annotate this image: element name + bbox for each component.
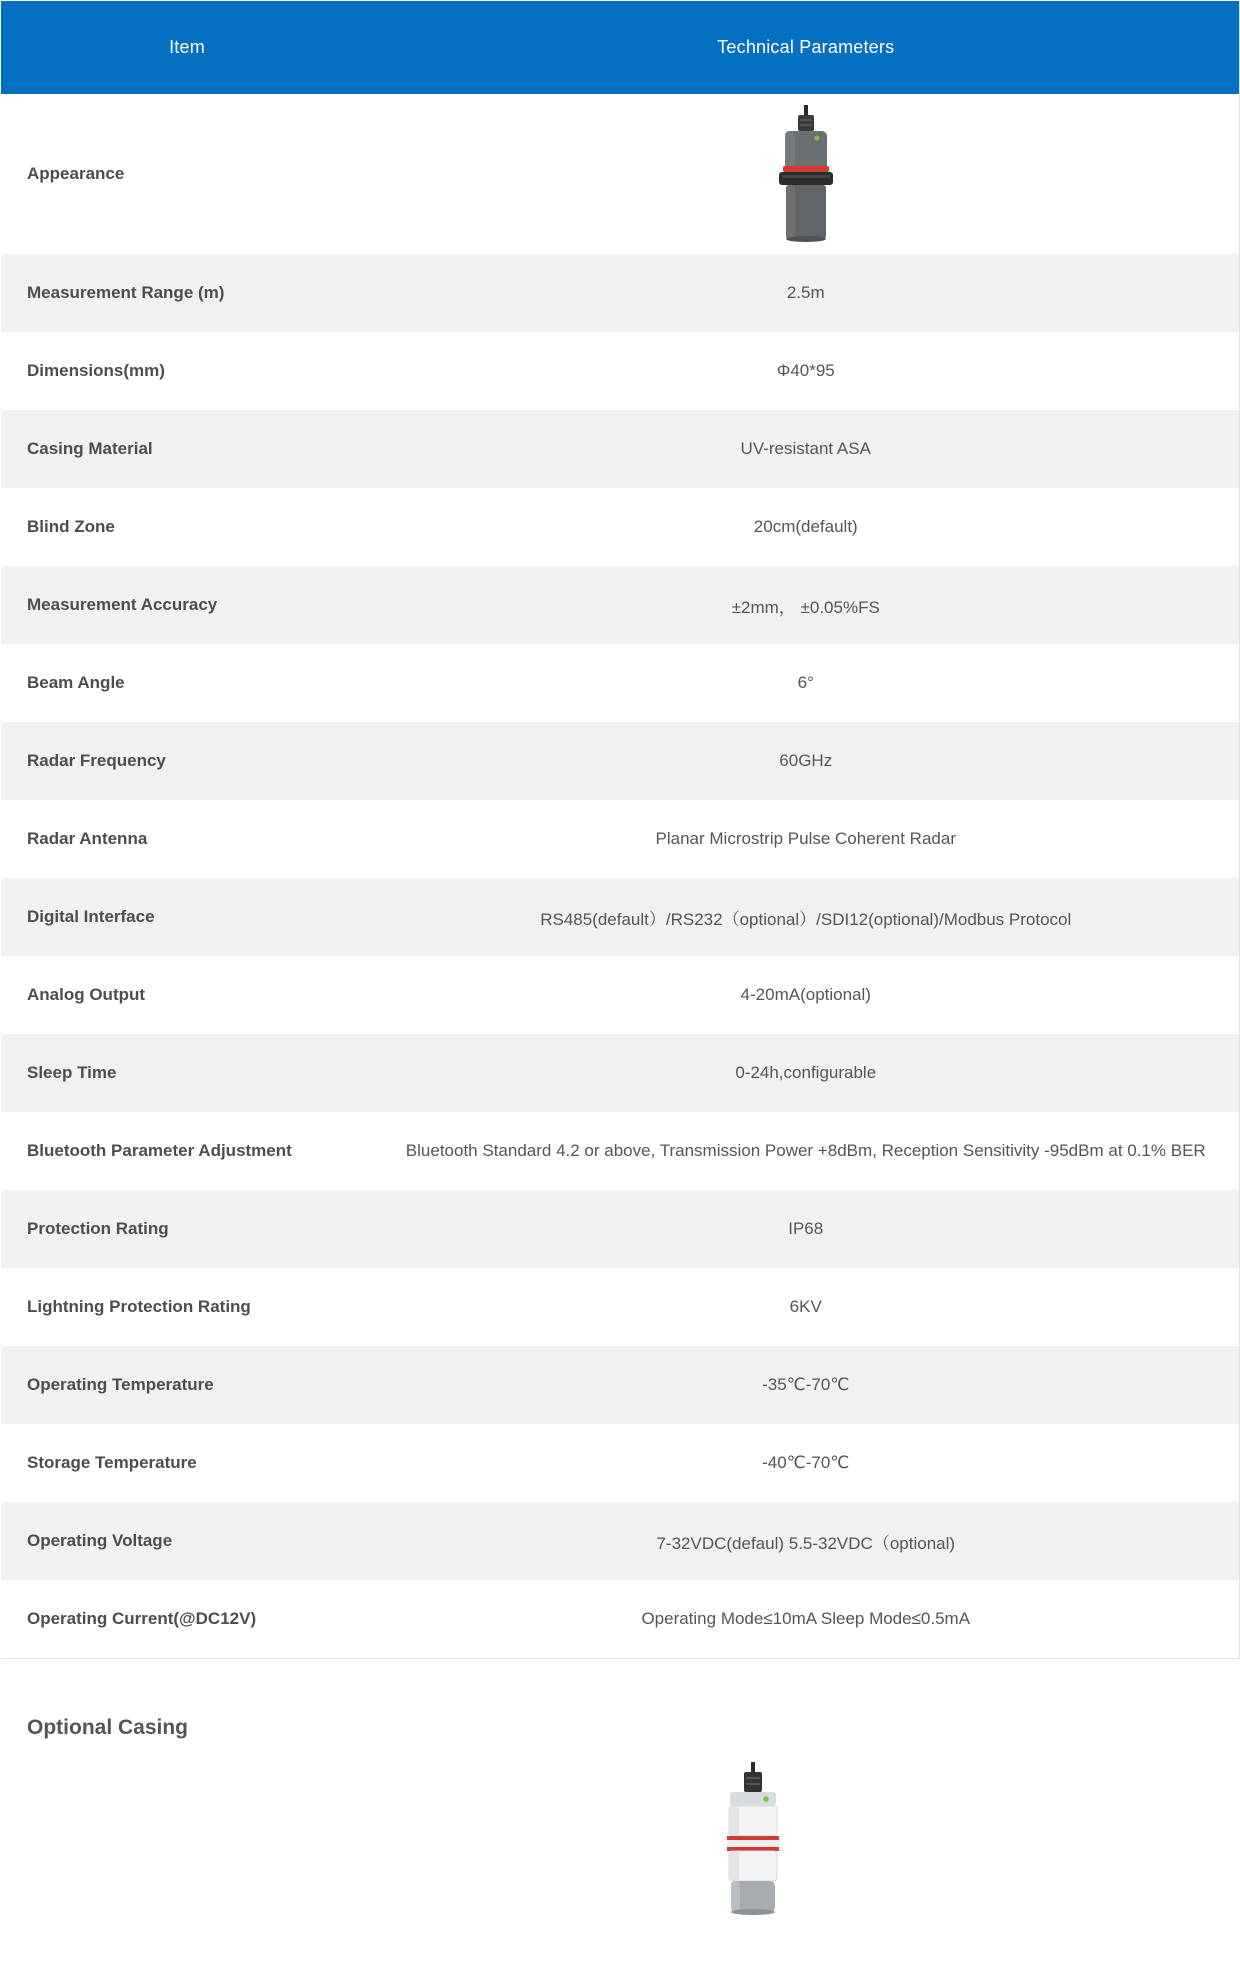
table-row (1, 1424, 1239, 1502)
item-label: Lightning Protection Rating (1, 1268, 373, 1346)
item-label: Operating Current(@DC12V) (1, 1580, 373, 1659)
radar-sensor-gray-image (776, 105, 836, 243)
parameter-value: IP68 (373, 1190, 1239, 1268)
item-label: Bluetooth Parameter Adjustment (1, 1112, 373, 1190)
appearance-cell (373, 94, 1239, 254)
table-row (1, 1034, 1239, 1112)
parameter-value: Bluetooth Standard 4.2 or above, Transmission Power +8dBm, Reception Sensitivity -95dBm at 0.1% BER (373, 1112, 1239, 1190)
item-label: Analog Output (1, 956, 373, 1034)
radar-sensor-white-image (720, 1762, 786, 1916)
table-row (1, 800, 1239, 878)
optional-casing-image-wrapper (720, 1762, 786, 1916)
parameter-value: 60GHz (373, 722, 1239, 800)
table-row (1, 878, 1239, 956)
parameter-value: 2.5m (373, 254, 1239, 332)
parameter-value: 20cm(default) (373, 488, 1239, 566)
parameter-value: -40℃-70℃ (373, 1424, 1239, 1502)
parameter-value: 7-32VDC(defaul) 5.5-32VDC（optional) (373, 1502, 1239, 1580)
header-item: Item (1, 1, 373, 94)
item-label: Storage Temperature (1, 1424, 373, 1502)
item-label: Sleep Time (1, 1034, 373, 1112)
table-row (1, 1112, 1239, 1190)
table-row (1, 1580, 1239, 1659)
table-row (1, 254, 1239, 332)
parameter-value: 6KV (373, 1268, 1239, 1346)
table-row-appearance (1, 94, 1239, 254)
table-row (1, 956, 1239, 1034)
item-label: Measurement Accuracy (1, 566, 373, 644)
table-row (1, 1502, 1239, 1580)
table-row (1, 644, 1239, 722)
parameter-value: 0-24h,configurable (373, 1034, 1239, 1112)
parameter-value: UV-resistant ASA (373, 410, 1239, 488)
table-row (1, 332, 1239, 410)
parameter-value: Operating Mode≤10mA Sleep Mode≤0.5mA (373, 1580, 1239, 1659)
spec-table (1, 1, 1240, 1659)
spec-table-body (1, 94, 1239, 1659)
table-row (1, 1346, 1239, 1424)
table-row (1, 566, 1239, 644)
item-label: Radar Antenna (1, 800, 373, 878)
item-label: Digital Interface (1, 878, 373, 956)
table-header-row (1, 1, 1239, 94)
table-row (1, 1190, 1239, 1268)
item-label: Protection Rating (1, 1190, 373, 1268)
item-label: Appearance (1, 94, 373, 254)
item-label: Casing Material (1, 410, 373, 488)
parameter-value: ±2mm， ±0.05%FS (373, 566, 1239, 644)
parameter-value: -35℃-70℃ (373, 1346, 1239, 1424)
item-label: Beam Angle (1, 644, 373, 722)
item-label: Operating Voltage (1, 1502, 373, 1580)
item-label: Measurement Range (m) (1, 254, 373, 332)
table-row (1, 1268, 1239, 1346)
parameter-value: RS485(default）/RS232（optional）/SDI12(optional)/Modbus Protocol (373, 878, 1239, 956)
parameter-value: Φ40*95 (373, 332, 1239, 410)
table-row (1, 722, 1239, 800)
header-technical-parameters: Technical Parameters (373, 1, 1239, 94)
item-label: Dimensions(mm) (1, 332, 373, 410)
item-label: Operating Temperature (1, 1346, 373, 1424)
item-label: Radar Frequency (1, 722, 373, 800)
optional-casing-title: Optional Casing (27, 1716, 189, 1739)
item-label: Blind Zone (1, 488, 373, 566)
parameter-value: 4-20mA(optional) (373, 956, 1239, 1034)
parameter-value: Planar Microstrip Pulse Coherent Radar (373, 800, 1239, 878)
table-row (1, 410, 1239, 488)
parameter-value: 6° (373, 644, 1239, 722)
table-row (1, 488, 1239, 566)
